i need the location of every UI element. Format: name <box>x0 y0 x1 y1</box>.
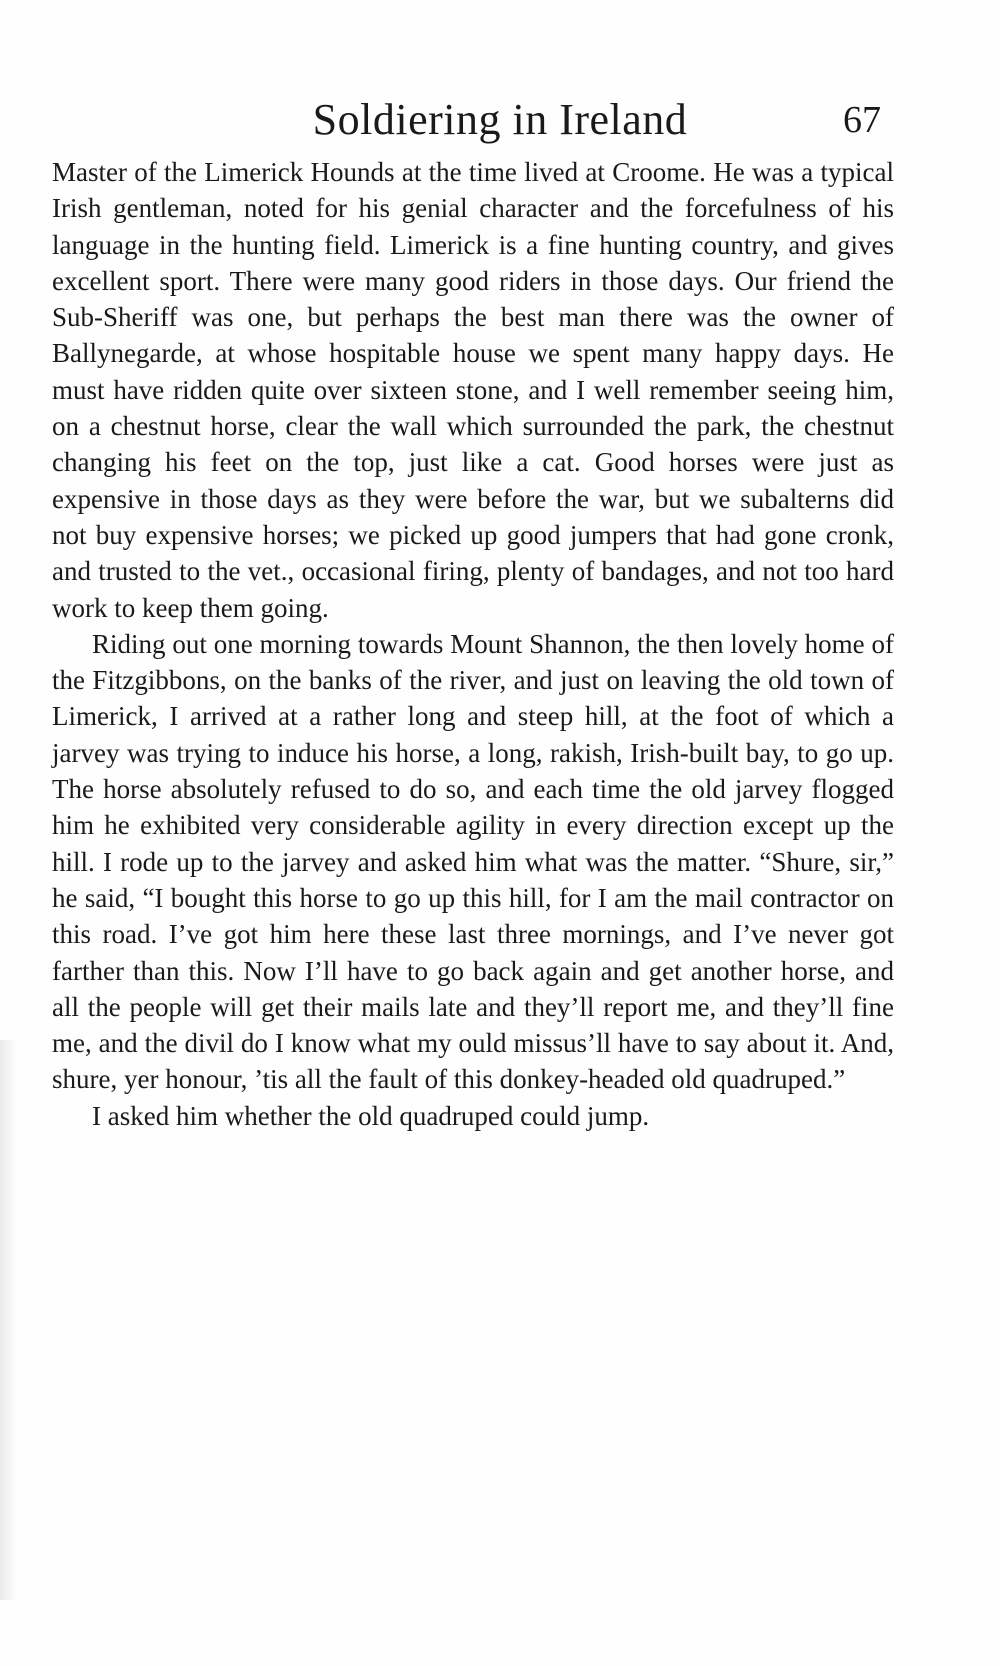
running-header <box>0 90 1000 150</box>
paragraph-1: Master of the Limerick Hounds at the time lived at Croome. He was a typical Irish gentleman, noted for his genial character and the forcefulness of his language in the hunting field. Limerick is a fine hunting country, and gives excellent sport. There were many good riders in those days. Our friend the Sub-Sheriff was one, but perhaps the best man there was the owner of Ballynegarde, at whose hospitable house we spent many happy days. He must have ridden quite over sixteen stone, and I well remember seeing him, on a chestnut horse, clear the wall which surrounded the park, the chestnut changing his feet on the top, just like a cat. Good horses were just as expensive in those days as they were before the war, but we subalterns did not buy expensive horses; we picked up good jumpers that had gone cronk, and trusted to the vet., occasional firing, plenty of bandages, and not too hard work to keep them going. <box>52 157 894 623</box>
running-title: Soldiering in Ireland <box>312 95 688 144</box>
page-edge-shadow <box>0 1040 18 1600</box>
body-text <box>52 154 894 1134</box>
page-number: 67 <box>843 99 881 141</box>
paragraph-2: Riding out one morning towards Mount Shannon, the then lovely home of the Fitzgibbons, on the banks of the river, and just on leaving the old town of Limerick, I arrived at a rather long and steep hill, at the foot of which a jarvey was trying to induce his horse, a long, rakish, Irish-built bay, to go up. The horse absolutely refused to do so, and each time the old jarvey flogged him he exhibited very considerable agility in every direction except up the hill. I rode up to the jarvey and asked him what was the matter. “Shure, sir,” he said, “I bought this horse to go up this hill, for I am the mail contractor on this road. I’ve got him here these last three mornings, and I’ve never got farther than this. Now I’ll have to go back again and get another horse, and all the people will get their mails late and they’ll report me, and they’ll fine me, and the divil do I know what my ould missus’ll have to say about it. And, shure, yer honour, ’tis all the fault of this donkey-headed old quadruped.” <box>52 628 894 1095</box>
paragraph-3: I asked him whether the old quadruped could jump. <box>92 1100 650 1131</box>
